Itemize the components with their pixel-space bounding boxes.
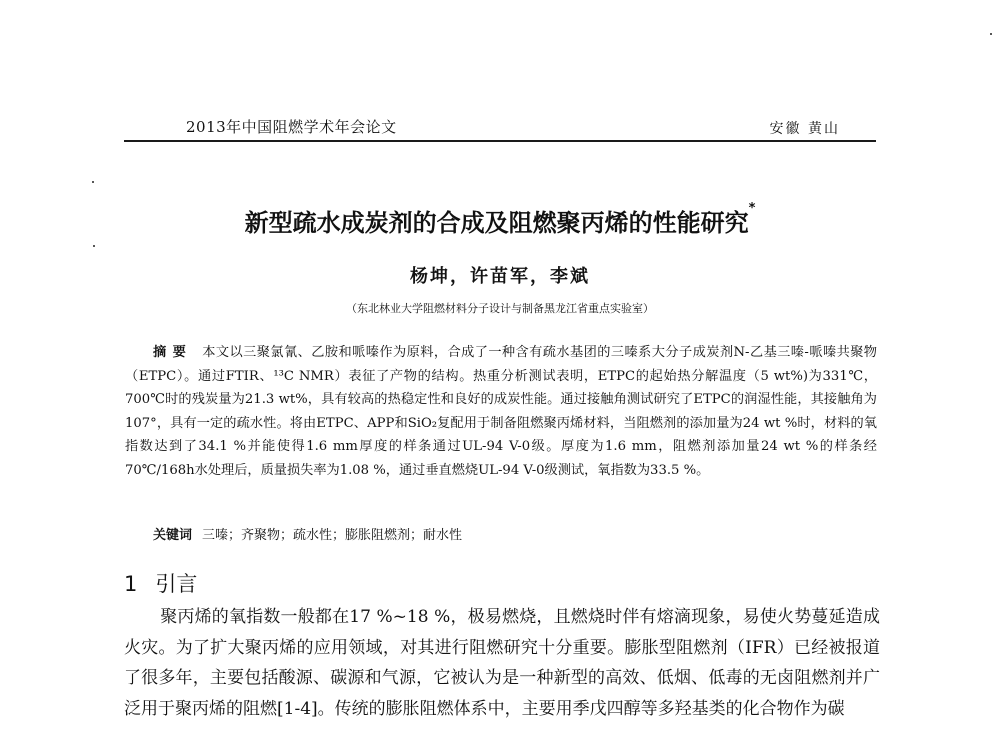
abstract-text: 本文以三聚氯氰、乙胺和哌嗪作为原料，合成了一种含有疏水基团的三嗪系大分子成炭剂N-乙基三嗪-哌嗪共聚物（ETPC）。通过FTIR、¹³C NMR）表征了产物的结构。热重分析测试表明，ETPC的起始热分解温度（5 wt%)为331℃，700℃时的残炭量为21.3 wt%，具有较高的热稳定性和良好的成炭性能。通过接触角测试研究了ETPC的润湿性能，其接触角为107°，具有一定的疏水性。将由ETPC、APP和SiO₂复配用于制备阻燃聚丙烯材料，当阻燃剂的添加量为24 wt %时，材料的氧指数达到了34.1 %并能使得1.6 mm厚度的样条通过UL-94 V-0级。厚度为1.6 mm，阻燃剂添加量24 wt %的样条经70℃/168h水处理后，质量损失率为1.08 %，通过垂直燃烧UL-94 V-0级测试，氧指数为33.5 %。 [125, 345, 877, 478]
keywords-text: 三嗪；齐聚物；疏水性；膨胀阻燃剂；耐水性 [202, 528, 463, 543]
paper-title-text: 新型疏水成炭剂的合成及阻燃聚丙烯的性能研究 [244, 209, 749, 237]
scan-speck [93, 245, 95, 247]
scan-speck [990, 33, 992, 35]
running-header-location: 安徽 黄山 [769, 121, 840, 137]
section-body [124, 602, 880, 724]
section-number: 1 [124, 572, 138, 596]
keywords [153, 524, 873, 543]
affiliation: （东北林业大学阻燃材料分子设计与制备黑龙江省重点实验室） [346, 302, 654, 315]
paper-title [0, 203, 1000, 238]
author-list: 杨坤，许苗军，李斌 [410, 266, 590, 287]
abstract-label: 摘要 [153, 345, 193, 360]
section-heading [124, 568, 197, 598]
header-rule [124, 140, 876, 142]
keywords-label: 关键词 [153, 528, 193, 543]
scan-speck [92, 181, 94, 183]
section-body-text: 聚丙烯的氧指数一般都在17 %~18 %，极易燃烧，且燃烧时伴有熔滴现象，易使火势蔓延造成火灾。为了扩大聚丙烯的应用领域，对其进行阻燃研究十分重要。膨胀型阻燃剂（IFR）已经被报道了很多年，主要包括酸源、碳源和气源，它被认为是一种新型的高效、低烟、低毒的无卤阻燃剂并广泛用于聚丙烯的阻燃[1-4]。传统的膨胀阻燃体系中，主要用季戊四醇等多羟基类的化合物作为碳 [124, 607, 880, 719]
running-header-conference: 2013年中国阻燃学术年会论文 [186, 118, 397, 136]
title-footnote-mark: * [748, 201, 756, 216]
abstract [125, 341, 877, 482]
section-title: 引言 [155, 572, 198, 596]
